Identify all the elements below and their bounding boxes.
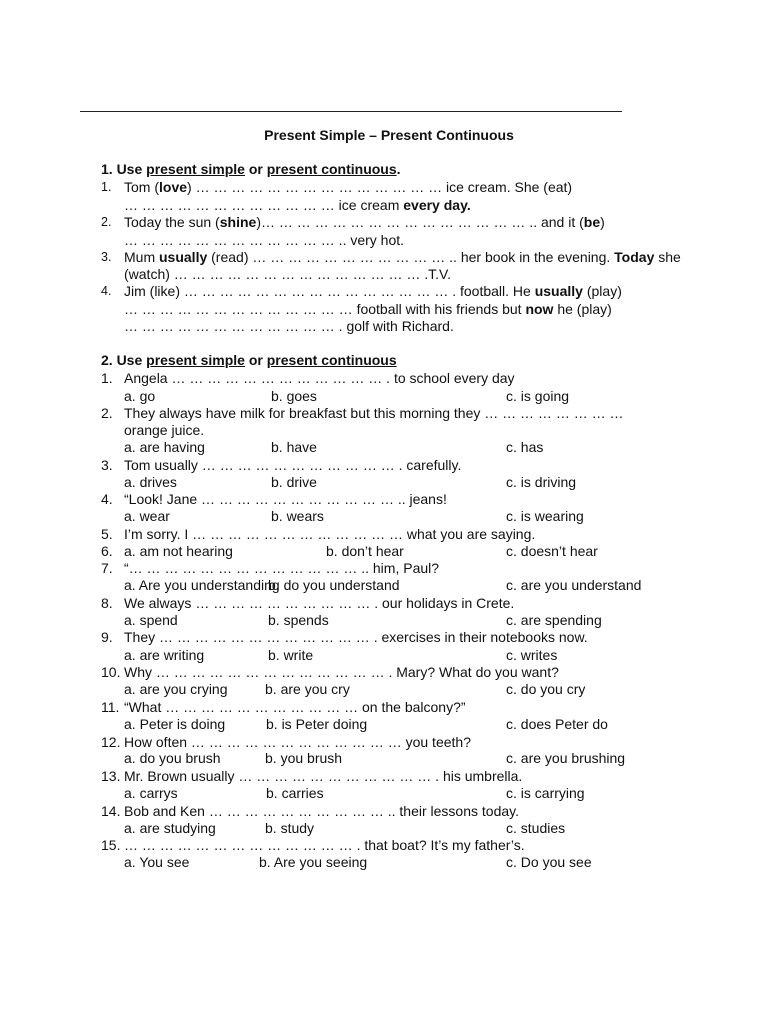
ex2-item-number: 15. bbox=[101, 837, 121, 853]
ex2-answer-option-b: b. Are you seeing bbox=[259, 854, 368, 870]
ex2-question-text: “What … … … … … … … … … … … on the balcony?” bbox=[124, 699, 466, 715]
ex2-answer-option-c: c. do you cry bbox=[506, 681, 586, 697]
ex2-question-text: Why … … … … … … … … … … … … … . Mary? What do you want? bbox=[124, 664, 559, 680]
ex2-item-number: 11. bbox=[101, 699, 120, 715]
ex2-answer-option-b: b. goes bbox=[271, 388, 317, 404]
ex2-answer-option-b: b. write bbox=[268, 647, 314, 663]
ex2-item-number: 1. bbox=[101, 370, 113, 386]
ex2-item-number: 2. bbox=[101, 405, 113, 421]
ex2-answer-option-c: c. is wearing bbox=[506, 508, 584, 524]
ex1-item-line: Tom (love) … … … … … … … … … … … … … … ice cream. She (eat) bbox=[124, 179, 573, 195]
ex2-answer-option-b: b. carries bbox=[266, 785, 324, 801]
ex1-item-line: Today the sun (shine)… … … … … … … … … … … … … … … .. and it (be) bbox=[124, 214, 605, 230]
ex2-answer-option-c: c. is driving bbox=[506, 474, 577, 490]
exercise-1-heading: 1. Use present simple or present continuous. bbox=[101, 161, 401, 177]
ex2-item-number: 9. bbox=[101, 629, 113, 645]
ex1-item-line: … … … … … … … … … … … … . golf with Richard. bbox=[124, 318, 454, 334]
ex2-answer-option-b: b. you brush bbox=[265, 750, 343, 766]
ex2-answer-option-c: c. doesn’t hear bbox=[506, 543, 598, 559]
ex2-answer-option-a: a. are you crying bbox=[124, 681, 228, 697]
ex2-question-text: Angela … … … … … … … … … … … … . to school every day bbox=[124, 370, 515, 386]
top-rule bbox=[80, 111, 622, 112]
ex2-question-text: How often … … … … … … … … … … … … you teeth? bbox=[124, 734, 471, 750]
ex2-answer-option-c: c. has bbox=[506, 439, 544, 455]
ex2-answer-option-a: a. do you brush bbox=[124, 750, 221, 766]
ex2-item-number: 14. bbox=[101, 803, 121, 819]
ex2-question-text: “Look! Jane … … … … … … … … … … … .. jeans! bbox=[124, 491, 447, 507]
ex2-answer-option-c: c. does Peter do bbox=[506, 716, 608, 732]
ex2-item-number: 3. bbox=[101, 457, 113, 473]
ex2-item-number: 13. bbox=[101, 768, 121, 784]
ex2-question-text: We always … … … … … … … … … … . our holidays in Crete. bbox=[124, 595, 515, 611]
ex1-item-line: (watch) … … … … … … … … … … … … … … .T.V. bbox=[124, 266, 451, 282]
ex1-item-number: 3. bbox=[101, 250, 112, 264]
ex1-item-line: … … … … … … … … … … … … .. very hot. bbox=[124, 232, 405, 248]
ex2-question-text: I’m sorry. I … … … … … … … … … … … … what you are saying. bbox=[124, 526, 536, 542]
ex2-answer-option-c: c. is going bbox=[506, 388, 570, 404]
ex2-answer-option-a: a. am not hearing bbox=[124, 543, 233, 559]
ex2-answer-option-c: c. are you brushing bbox=[506, 750, 626, 766]
ex2-question-text: They … … … … … … … … … … … … . exercises in their notebooks now. bbox=[124, 629, 588, 645]
ex2-item-number: 6. bbox=[101, 543, 113, 559]
ex1-item-line: … … … … … … … … … … … … ice cream every day. bbox=[124, 197, 471, 213]
ex2-question-text: … … … … … … … … … … … … … . that boat? It’s my father’s. bbox=[124, 837, 525, 853]
ex2-answer-option-a: a. go bbox=[124, 388, 156, 404]
ex2-answer-option-b: b. have bbox=[271, 439, 317, 455]
ex2-question-text: Mr. Brown usually … … … … … … … … … … … . his umbrella. bbox=[124, 768, 523, 784]
ex2-answer-option-a: a. carrys bbox=[124, 785, 178, 801]
ex1-item-line: Mum usually (read) … … … … … … … … … … … .. her book in the evening. Today she bbox=[124, 249, 681, 265]
ex2-item-number: 4. bbox=[101, 491, 113, 507]
ex2-answer-option-c: c. Do you see bbox=[506, 854, 592, 870]
ex2-answer-option-a: a. are having bbox=[124, 439, 205, 455]
ex1-item-number: 1. bbox=[101, 180, 112, 194]
ex2-item-number: 12. bbox=[101, 734, 121, 750]
exercise-2-heading: 2. Use present simple or present continuous bbox=[101, 352, 397, 368]
ex2-item-number: 7. bbox=[101, 560, 113, 576]
ex2-answer-option-b: b. drive bbox=[271, 474, 317, 490]
ex2-question-text: Tom usually … … … … … … … … … … … . carefully. bbox=[124, 457, 462, 473]
page-title: Present Simple – Present Continuous bbox=[264, 127, 514, 143]
ex2-answer-option-b: b. do you understand bbox=[268, 577, 400, 593]
ex2-answer-option-a: a. Peter is doing bbox=[124, 716, 226, 732]
ex2-answer-option-a: a. are writing bbox=[124, 647, 205, 663]
ex2-answer-option-a: a. spend bbox=[124, 612, 178, 628]
ex2-answer-option-a: a. are studying bbox=[124, 820, 216, 836]
ex2-answer-option-c: c. writes bbox=[506, 647, 558, 663]
ex2-answer-option-b: b. is Peter doing bbox=[266, 716, 368, 732]
ex2-question-text: “… … … … … … … … … … … … … .. him, Paul? bbox=[124, 560, 440, 576]
ex1-item-line: … … … … … … … … … … … … … football with his friends but now he (play) bbox=[124, 301, 612, 317]
ex1-item-number: 2. bbox=[101, 215, 112, 229]
ex2-answer-option-c: c. are spending bbox=[506, 612, 602, 628]
ex2-question-text: They always have milk for breakfast but this morning they … … … … … … … … bbox=[124, 405, 624, 421]
ex2-question-text: Bob and Ken … … … … … … … … … … .. their lessons today. bbox=[124, 803, 519, 819]
ex2-answer-option-b: b. are you cry bbox=[265, 681, 350, 697]
ex2-item-number: 10. bbox=[101, 664, 121, 680]
ex2-answer-option-b: b. wears bbox=[271, 508, 324, 524]
ex2-item-number: 8. bbox=[101, 595, 113, 611]
ex2-answer-option-a: a. drives bbox=[124, 474, 177, 490]
ex2-answer-option-b: b. study bbox=[265, 820, 315, 836]
ex2-question-text: orange juice. bbox=[124, 422, 205, 438]
ex2-answer-option-a: a. You see bbox=[124, 854, 190, 870]
ex2-answer-option-c: c. are you understand bbox=[506, 577, 642, 593]
ex2-answer-option-a: a. Are you understanding bbox=[124, 577, 280, 593]
ex2-answer-option-b: b. spends bbox=[268, 612, 329, 628]
ex2-answer-option-a: a. wear bbox=[124, 508, 170, 524]
ex2-answer-option-c: c. is carrying bbox=[506, 785, 585, 801]
ex1-item-line: Jim (like) … … … … … … … … … … … … … … … . football. He usually (play) bbox=[124, 283, 622, 299]
ex2-answer-option-c: c. studies bbox=[506, 820, 566, 836]
ex2-item-number: 5. bbox=[101, 526, 113, 542]
ex2-answer-option-b: b. don’t hear bbox=[326, 543, 404, 559]
ex1-item-number: 4. bbox=[101, 284, 112, 298]
